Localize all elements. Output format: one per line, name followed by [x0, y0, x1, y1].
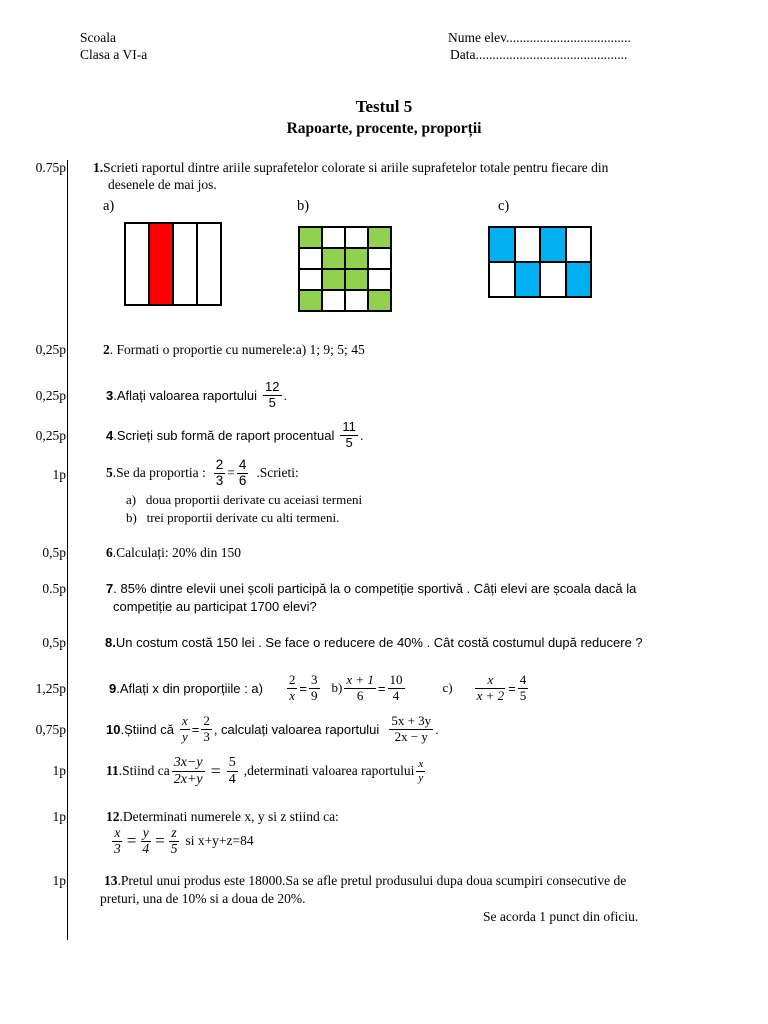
q1-label-b: b) — [297, 198, 310, 214]
figure-b-cell — [368, 269, 391, 290]
figure-a-cell — [173, 223, 197, 305]
q10-fraction-1 — [180, 714, 190, 744]
q3-denominator: 5 — [268, 394, 276, 410]
q13-number: 13 — [104, 873, 118, 888]
q11-number: 11 — [106, 763, 119, 778]
q8-number: 8. — [105, 635, 116, 650]
q11-body-2: ,determinati valoarea raportului — [243, 763, 415, 778]
figure-b-cell — [299, 248, 322, 269]
q8-body: Un costum costă 150 lei . Se face o reducere de 40% . Cât costă costumul după reducere ? — [115, 635, 643, 650]
figure-b-cell-colored — [322, 248, 345, 269]
q3-fraction — [263, 380, 281, 410]
q12-numerator-1: x — [114, 824, 121, 840]
page-subtitle: Rapoarte, procente, proporții — [286, 120, 482, 137]
q10-numerator-3: 5x + 3y — [391, 713, 432, 729]
q5-item-b — [126, 510, 339, 526]
figure-b-cell-colored — [368, 290, 391, 311]
q11-numerator-2: 5 — [228, 755, 236, 771]
q11-points: 1p — [52, 763, 66, 778]
q10-denominator-1: y — [181, 728, 188, 744]
q9b-equals: = — [377, 680, 386, 696]
q12-denominator-1: 3 — [114, 840, 121, 856]
q9c-label: c) — [442, 680, 453, 695]
q9a-fraction-1 — [287, 673, 298, 703]
figure-a-cell — [125, 223, 149, 305]
q5-denominator-1: 3 — [215, 472, 224, 488]
q5-end: .Scrieti: — [256, 465, 299, 480]
q9-text — [109, 668, 530, 708]
q10-denominator-2: 3 — [203, 728, 210, 744]
q5-fraction-2 — [237, 458, 249, 489]
q10-numerator-1: x — [181, 713, 188, 729]
q8-text — [105, 635, 643, 650]
figure-b-cell — [345, 227, 368, 248]
q11-denominator-3: y — [418, 771, 424, 784]
q5-item-a — [126, 492, 362, 508]
figure-b-grid — [298, 226, 392, 312]
q12-denominator-3: 5 — [170, 840, 178, 856]
q4-numerator: 11 — [342, 419, 356, 435]
q4-denominator: 5 — [345, 434, 353, 450]
q9a-equals: = — [299, 680, 308, 696]
q11-numerator-3: x — [418, 758, 424, 771]
q9-number: 9 — [109, 680, 117, 696]
q9c-fraction-1 — [475, 673, 507, 703]
q11-fraction-1 — [172, 755, 205, 787]
q5-item-a-label: a) — [126, 492, 137, 507]
q9c-numerator-2: 4 — [519, 672, 527, 688]
q1-text — [93, 160, 608, 176]
q12-equals-2: = — [155, 831, 165, 850]
page-title: Testul 5 — [355, 97, 413, 116]
q9c-denominator-1: x + 2 — [476, 687, 505, 703]
q10-numerator-2: 2 — [203, 713, 210, 729]
q12-equals-1: = — [126, 831, 137, 850]
q12-fraction-3 — [169, 826, 180, 857]
q9b-label: b) — [331, 680, 343, 695]
q9c-equals: = — [508, 680, 516, 696]
q5-body: .Se da proportia : — [112, 465, 206, 480]
q13-points: 1p — [52, 873, 66, 888]
q1-label-a: a) — [103, 198, 115, 214]
q7-body-line2: competiție au participat 1700 elevi? — [113, 599, 317, 614]
q5-item-a-text: doua proportii derivate cu aceiasi termeni — [145, 492, 363, 507]
q5-equals: = — [227, 465, 235, 480]
q12-number: 12 — [106, 809, 120, 824]
q9b-numerator-1: x + 1 — [346, 672, 374, 688]
q10-fraction-2 — [201, 714, 212, 744]
q9b-denominator-1: 6 — [356, 687, 364, 703]
q9a-fraction-2 — [309, 673, 320, 703]
student-name-field: Nume elev..................................... — [448, 30, 631, 45]
figure-a-cell — [197, 223, 221, 305]
figure-c-cell — [515, 227, 541, 262]
q9b-numerator-2: 10 — [389, 672, 403, 688]
q3-number: 3 — [106, 387, 114, 403]
q3-body: .Aflați valoarea raportului — [113, 387, 258, 403]
q3-text — [106, 378, 287, 412]
q9b-denominator-2: 4 — [392, 687, 400, 703]
date-field: Data............................................. — [450, 47, 628, 62]
q5-number: 5 — [106, 465, 113, 480]
q10-body-1: .Știind că — [120, 721, 174, 737]
q5-numerator-1: 2 — [215, 456, 224, 472]
q8-points: 0,5p — [42, 635, 66, 650]
q4-points: 0,25p — [35, 428, 66, 443]
q7-text — [106, 581, 636, 596]
q10-body-2: , calculați valoarea raportului — [213, 721, 380, 737]
q1-points: 0.75p — [35, 160, 66, 175]
q11-fraction-2 — [227, 755, 238, 787]
figure-c-cell-colored — [489, 227, 515, 262]
q11-equals: = — [210, 760, 221, 781]
q5-item-b-text: trei proportii derivate cu alti termeni. — [146, 510, 340, 525]
q12-body: .Determinati numerele x, y si z stiind ca: — [119, 809, 339, 824]
q12-points: 1p — [52, 809, 66, 824]
q5-denominator-2: 6 — [238, 472, 247, 488]
q5-fraction-1 — [214, 458, 226, 489]
figure-c-cell — [540, 262, 566, 297]
q9-points: 1,25p — [35, 681, 66, 696]
q1-text-line2: desenele de mai jos. — [108, 177, 217, 192]
school-label: Scoala — [80, 30, 116, 45]
figure-b-cell — [345, 290, 368, 311]
figure-c-cell-colored — [566, 262, 592, 297]
q9a-numerator-2: 3 — [311, 672, 318, 688]
q6-number: 6 — [106, 545, 113, 560]
q1-text-line1: Scrieti raportul dintre ariile suprafetelor colorate si ariile suprafetelor totale pentru fiecare din — [103, 160, 609, 175]
q9-body: .Aflați x din proporțiile : a) — [116, 680, 263, 696]
q5-numerator-2: 4 — [238, 456, 247, 472]
figure-b-cell — [322, 227, 345, 248]
q11-fraction-3 — [416, 758, 425, 783]
q4-number: 4 — [106, 427, 114, 443]
figure-c-grid — [488, 226, 592, 298]
q2-text — [103, 342, 365, 358]
q11-numerator-1: 3x−y — [173, 755, 203, 771]
q7-number: 7 — [106, 581, 114, 596]
q2-points: 0,25p — [35, 342, 66, 357]
q13-body-line2: preturi, una de 10% si a doua de 20%. — [100, 891, 306, 906]
class-label: Clasa a VI-a — [80, 47, 148, 62]
q10-points: 0,75p — [35, 722, 66, 737]
q10-equals: = — [191, 721, 200, 737]
q2-body: . Formati o proportie cu numerele:a) 1; 9; 5; 45 — [109, 342, 365, 357]
figure-b-cell-colored — [299, 227, 322, 248]
q12-numerator-3: z — [171, 824, 177, 840]
q3-numerator: 12 — [265, 379, 280, 395]
q12-fraction-2 — [140, 826, 151, 857]
q12-equation — [110, 823, 254, 859]
q7-points: 0.5p — [42, 581, 66, 596]
q12-numerator-2: y — [142, 824, 149, 840]
q4-fraction — [340, 420, 358, 450]
figure-b-cell — [299, 269, 322, 290]
q6-body: .Calculați: 20% din 150 — [112, 545, 241, 560]
q7-body-line1: . 85% dintre elevii unei școli participă la o competiție sportivă . Câți elevi are școala dacă la — [113, 581, 637, 596]
q9b-fraction-2 — [388, 673, 405, 703]
q10-end: . — [435, 721, 439, 737]
q11-denominator-1: 2x+y — [173, 771, 203, 787]
figure-a-grid — [124, 222, 222, 306]
figure-b-cell-colored — [345, 248, 368, 269]
figure-c-cell — [489, 262, 515, 297]
q3-end: . — [283, 387, 288, 403]
q9c-denominator-2: 5 — [519, 687, 527, 703]
figure-c-cell-colored — [540, 227, 566, 262]
points-column-divider — [67, 160, 68, 940]
q4-body: .Scrieți sub formă de raport procentual — [113, 427, 335, 443]
q3-points: 0,25p — [35, 388, 66, 403]
q9b-fraction-1 — [344, 673, 376, 703]
q9a-denominator-2: 9 — [311, 687, 318, 703]
q2-number: 2 — [103, 342, 110, 357]
figure-b-cell — [322, 290, 345, 311]
q5-item-b-label: b) — [126, 510, 137, 525]
q10-number: 10 — [106, 721, 121, 737]
q11-text — [106, 750, 427, 792]
q9c-fraction-2 — [518, 673, 529, 703]
figure-b-cell-colored — [345, 269, 368, 290]
q1-label-c: c) — [498, 198, 510, 214]
q10-fraction-3 — [389, 714, 433, 744]
q12-denominator-2: 4 — [142, 840, 150, 856]
q10-denominator-3: 2x − y — [394, 728, 428, 744]
q5-points: 1p — [52, 467, 66, 482]
q12-end: si x+y+z=84 — [185, 833, 254, 848]
q6-points: 0,5p — [42, 545, 66, 560]
figure-b-cell-colored — [322, 269, 345, 290]
figure-c-cell — [566, 227, 592, 262]
q12-fraction-1 — [112, 826, 123, 857]
figure-b-cell — [368, 248, 391, 269]
q1-number: 1. — [93, 160, 104, 175]
figure-b-cell-colored — [368, 227, 391, 248]
q4-text — [106, 418, 363, 452]
figure-c-cell-colored — [515, 262, 541, 297]
q9a-denominator-1: x — [289, 687, 296, 703]
q6-text — [106, 545, 241, 561]
q11-denominator-2: 4 — [228, 771, 236, 787]
q10-text — [106, 709, 439, 749]
q13-body-line1: .Pretul unui produs este 18000.Sa se afle pretul produsului dupa doua scumpiri consecutive de — [117, 873, 627, 888]
footer-note: Se acorda 1 punct din oficiu. — [483, 909, 639, 924]
q9a-numerator-1: 2 — [288, 672, 296, 688]
figure-b-cell-colored — [299, 290, 322, 311]
figure-a-cell-colored — [149, 223, 173, 305]
q9c-numerator-1: x — [475, 673, 505, 688]
q11-body-1: .Stiind ca — [118, 763, 170, 778]
q5-text — [106, 455, 299, 491]
q4-end: . — [359, 427, 364, 443]
q13-text — [104, 873, 626, 889]
